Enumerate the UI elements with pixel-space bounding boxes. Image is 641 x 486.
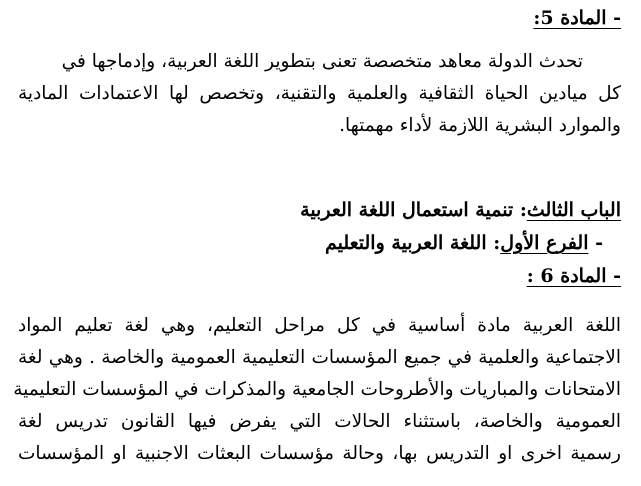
article-6-line-3: الامتحانات والمباريات والأطروحات الجامعية والمذكرات في المؤسسات التعليمية: [13, 379, 621, 400]
section-1-label: الفرع الأول: [500, 232, 589, 254]
chapter-3-label: الباب الثالث: [526, 199, 621, 221]
article-5-line-2: كل ميادين الحياة الثقافية والعلمية والتقنية، وتخصص لها الاعتمادات المادية: [18, 83, 621, 104]
section-1-title: : اللغة العربية والتعليم: [324, 232, 501, 254]
chapter-3-title: : تنمية استعمال اللغة العربية: [300, 199, 527, 221]
article-6-line-1: اللغة العربية مادة أساسية في كل مراحل التعليم، وهي لغة تعليم المواد: [18, 315, 621, 336]
article-6-line-4: العمومية والخاصة، باستثناء الحالات التي يفرض فيها القانون تدريس لغة: [18, 411, 621, 432]
chapter-3-heading: [18, 196, 621, 224]
article-5-line-3: والموارد البشرية اللازمة لأداء مهمتها.: [339, 115, 621, 136]
section-1-heading: - الفرع الأول: اللغة العربية والتعليم: [324, 232, 603, 254]
article-6-line-5: رسمية اخرى او التدريس بها، وحالة مؤسسات البعثات الاجنبية او المؤسسات: [18, 443, 621, 464]
article-5-line-1: تحدث الدولة معاهد متخصصة تعنى بتطوير اللغة العربية، وإدماجها في: [61, 51, 583, 72]
article-6-heading: - المادة 6 :: [526, 265, 621, 287]
article-6-line-2: الاجتماعية والعلمية في جميع المؤسسات التعليمية العمومية والخاصة . وهي لغة: [18, 347, 621, 368]
article-5-heading: - المادة 5:: [533, 7, 621, 29]
